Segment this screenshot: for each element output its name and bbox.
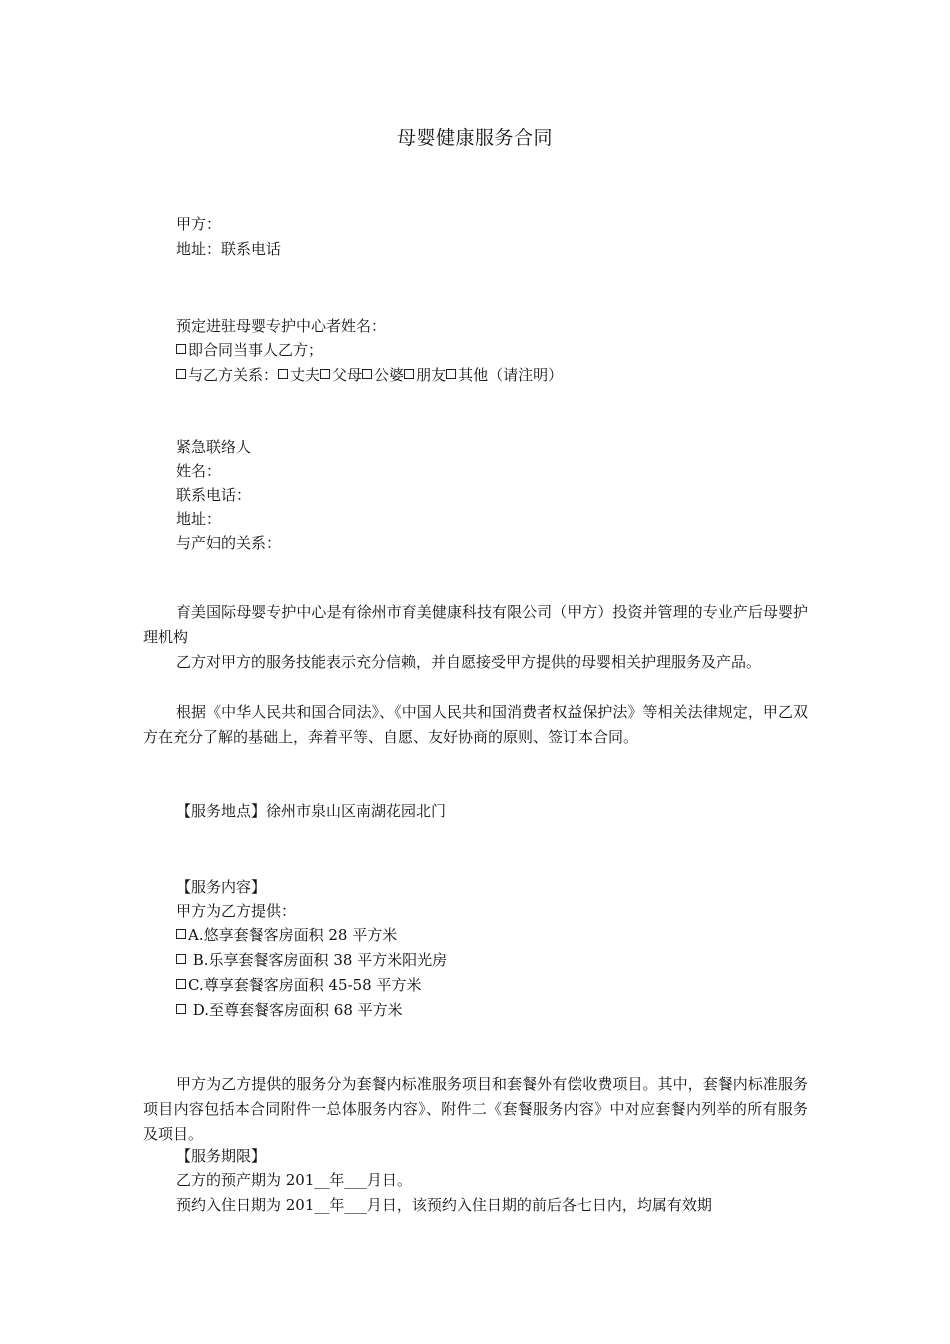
relation-option-parents: 父母 <box>332 366 363 384</box>
checkbox-icon[interactable] <box>176 1004 186 1014</box>
service-location: 【服务地点】徐州市泉山区南湖花园北门 <box>176 802 447 820</box>
intro-paragraph-1: 育美国际母婴专护中心是有徐州市育美健康科技有限公司（甲方）投资并管理的专业产后母婴护理机构 <box>143 603 808 646</box>
emergency-address: 地址： <box>176 510 222 528</box>
package-option-c <box>176 975 422 995</box>
checkin-date-line: 预约入住日期为 201__年___月日，该预约入住日期的前后各七日内，均属有效期 <box>176 1196 712 1214</box>
service-term-header: 【服务期限】 <box>176 1147 267 1165</box>
emergency-phone: 联系电话： <box>176 486 252 504</box>
emergency-name: 姓名： <box>176 462 222 480</box>
relation-option-husband: 丈夫 <box>290 366 321 384</box>
service-scope-paragraph: 甲方为乙方提供的服务分为套餐内标准服务项目和套餐外有偿收费项目。其中，套餐内标准服务项目内容包括本合同附件一总体服务内容》、附件二《套餐服务内容》中对应套餐内列举的所有服务及项目。 <box>143 1075 808 1143</box>
service-content-header: 【服务内容】 <box>176 878 267 896</box>
relation-line <box>176 365 563 385</box>
party-a-line: 甲方： <box>176 215 222 233</box>
option-self-line <box>176 340 323 360</box>
address-phone-line: 地址：联系电话 <box>176 240 282 258</box>
emergency-relation: 与产妇的关系： <box>176 534 282 552</box>
emergency-header: 紧急联络人 <box>176 438 252 456</box>
intro-paragraph-3: 根据《中华人民共和国合同法》、《中国人民共和国消费者权益保护法》等相关法律规定，甲乙双方在充分了解的基础上，奔着平等、自愿、友好协商的原则、签订本合同。 <box>143 703 808 746</box>
package-label: D.至尊套餐客房面积 68 平方米 <box>188 1001 403 1019</box>
package-label: A.悠享套餐客房面积 28 平方米 <box>188 926 398 944</box>
relation-option-in-laws: 公婆 <box>374 366 405 384</box>
checkbox-icon[interactable] <box>404 369 414 379</box>
package-label: B.乐享套餐客房面积 38 平方米阳光房 <box>188 951 448 969</box>
resident-name-line: 预定进驻母婴专护中心者姓名： <box>176 317 387 335</box>
due-date-line: 乙方的预产期为 201__年___月日。 <box>176 1171 412 1189</box>
service-content-lead: 甲方为乙方提供： <box>176 902 297 920</box>
checkbox-icon[interactable] <box>446 369 456 379</box>
checkbox-icon[interactable] <box>320 369 330 379</box>
checkbox-icon[interactable] <box>176 929 186 939</box>
package-option-d <box>176 1000 403 1020</box>
package-option-a <box>176 925 397 945</box>
checkbox-icon[interactable] <box>176 954 186 964</box>
checkbox-icon[interactable] <box>278 369 288 379</box>
relation-option-other: 其他（请注明） <box>458 366 564 384</box>
intro-paragraph-2: 乙方对甲方的服务技能表示充分信赖，并自愿接受甲方提供的母婴相关护理服务及产品。 <box>176 653 762 671</box>
package-label: C.尊享套餐客房面积 45-58 平方米 <box>188 976 422 994</box>
document-title: 母婴健康服务合同 <box>396 127 553 149</box>
option-self-label: 即合同当事人乙方； <box>188 341 324 359</box>
relation-prefix: 与乙方关系： <box>188 366 279 384</box>
package-option-b <box>176 950 447 970</box>
checkbox-icon[interactable] <box>176 369 186 379</box>
relation-option-friend: 朋友 <box>416 366 447 384</box>
checkbox-icon[interactable] <box>176 979 186 989</box>
checkbox-icon[interactable] <box>362 369 372 379</box>
checkbox-icon[interactable] <box>176 344 186 354</box>
